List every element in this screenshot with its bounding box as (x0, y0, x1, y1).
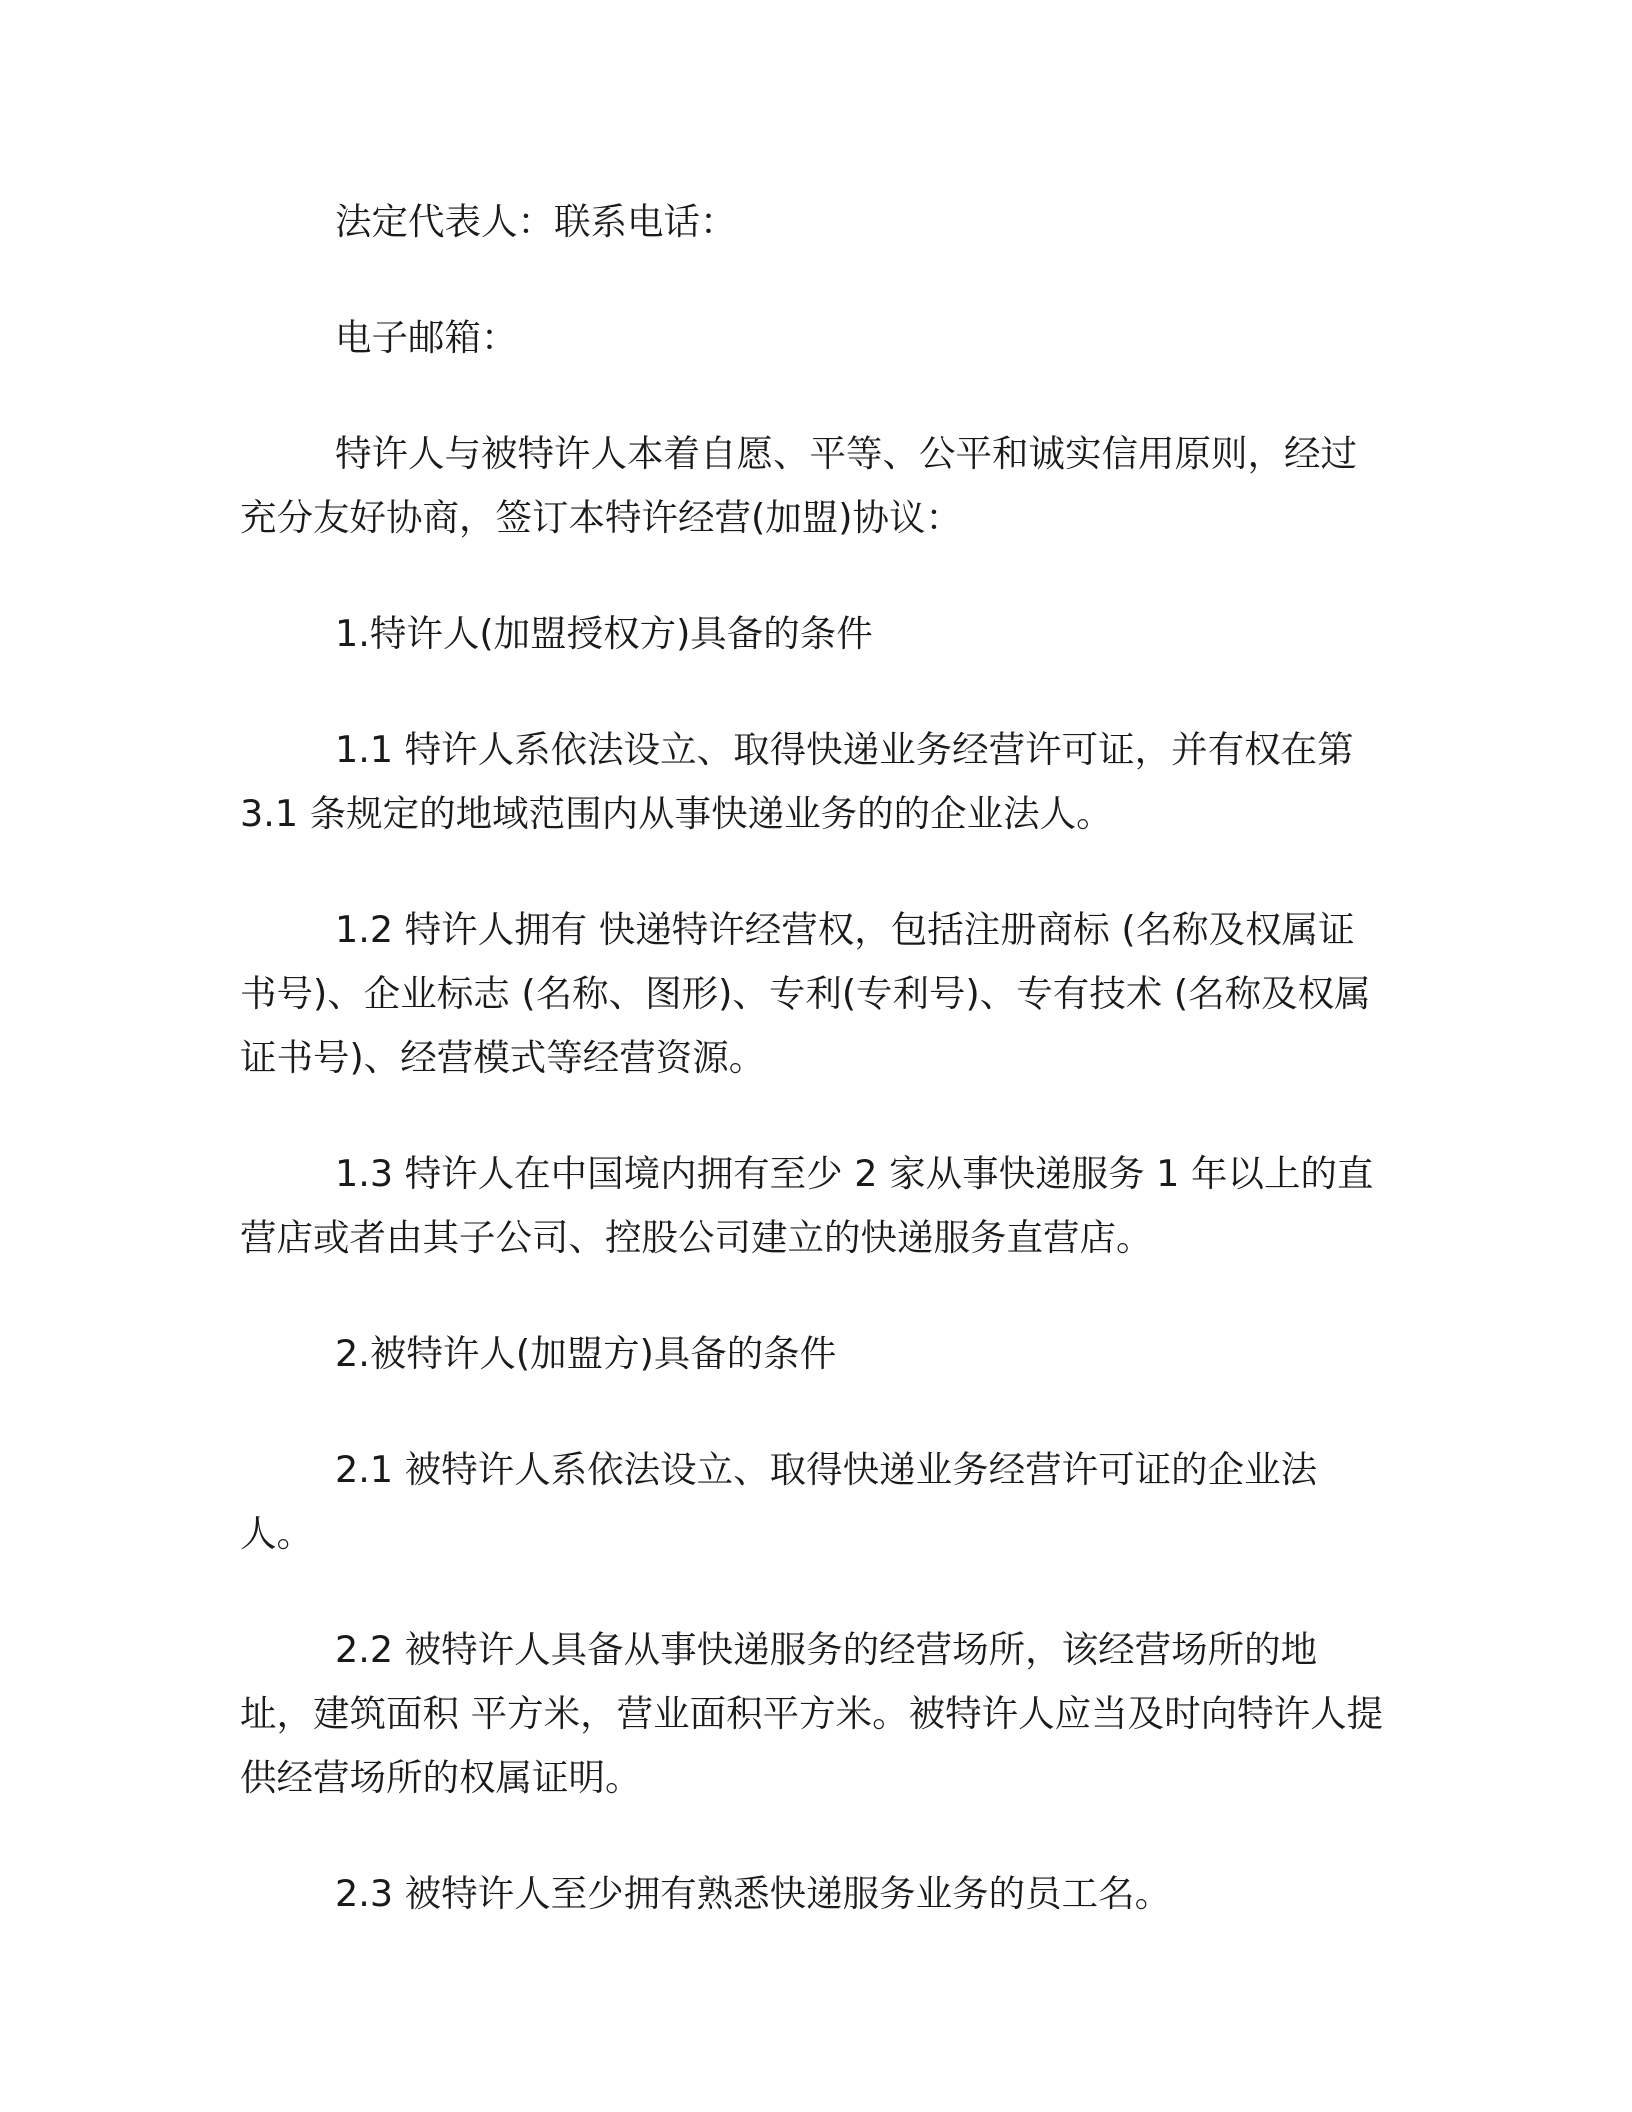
paragraph-legal-representative: 法定代表人：联系电话： (335, 200, 737, 243)
heading-section-1: 1.特许人(加盟授权方)具备的条件 (335, 612, 873, 655)
clause-2-3: 2.3 被特许人至少拥有熟悉快递服务业务的员工名。 (335, 1872, 1172, 1915)
paragraph-email: 电子邮箱： (335, 316, 518, 359)
clause-2-1: 2.1 被特许人系依法设立、取得快递业务经营许可证的企业法人。 (240, 1448, 1318, 1555)
clause-1-2: 1.2 特许人拥有 快递特许经营权，包括注册商标 (名称及权属证书号)、企业标志 (名称、图形)、专利(专利号)、专有技术 (名称及权属证书号)、经营模式等经营资源。 (240, 908, 1371, 1079)
document-body (240, 190, 1390, 1978)
clause-1-1: 1.1 特许人系依法设立、取得快递业务经营许可证，并有权在第 3.1 条规定的地域范围内从事快递业务的的企业法人。 (240, 728, 1354, 835)
clause-2-2: 2.2 被特许人具备从事快递服务的经营场所，该经营场所的地址，建筑面积 平方米，营业面积平方米。被特许人应当及时向特许人提供经营场所的权属证明。 (240, 1628, 1384, 1799)
heading-section-2: 2.被特许人(加盟方)具备的条件 (335, 1332, 837, 1375)
paragraph-preamble: 特许人与被特许人本着自愿、平等、公平和诚实信用原则，经过充分友好协商，签订本特许经营(加盟)协议： (240, 432, 1357, 539)
clause-1-3: 1.3 特许人在中国境内拥有至少 2 家从事快递服务 1 年以上的直营店或者由其子公司、控股公司建立的快递服务直营店。 (240, 1152, 1374, 1259)
